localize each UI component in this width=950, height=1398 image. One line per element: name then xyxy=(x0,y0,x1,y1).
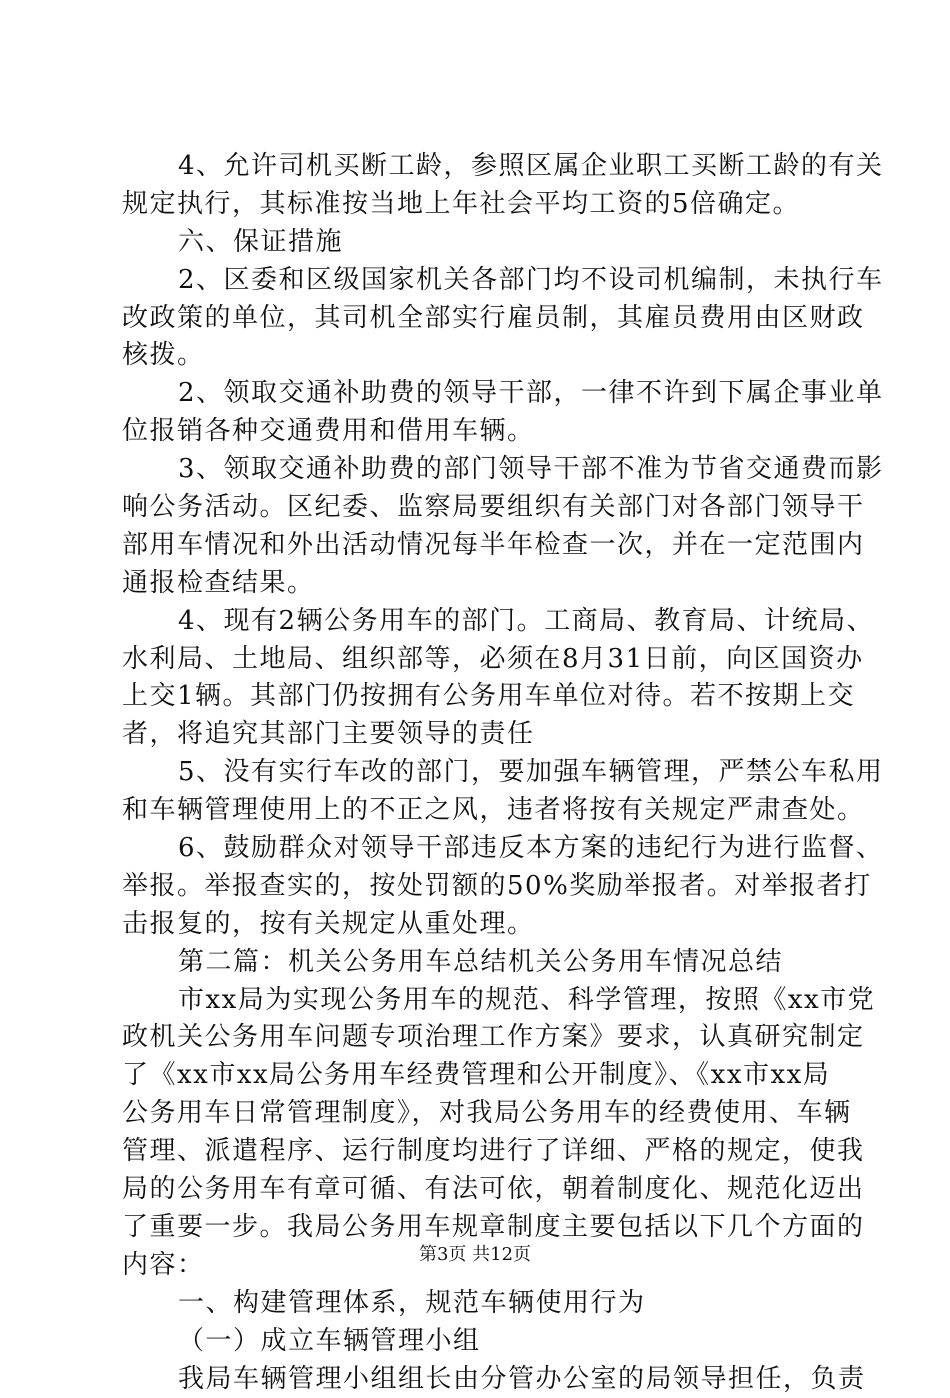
text-line: 5、没有实行车改的部门，要加强车辆管理，严禁公车私用 xyxy=(122,754,837,792)
text-line: 管理、派遣程序、运行制度均进行了详细、严格的规定，使我 xyxy=(122,1133,837,1171)
text-line: 和车辆管理使用上的不正之风，违者将按有关规定严肃查处。 xyxy=(122,792,837,830)
text-line: 公务用车日常管理制度》，对我局公务用车的经费使用、车辆 xyxy=(122,1095,837,1133)
text-line: 击报复的，按有关规定从重处理。 xyxy=(122,906,837,944)
text-line: 了重要一步。我局公务用车规章制度主要包括以下几个方面的 xyxy=(122,1209,837,1247)
text-line: 一、构建管理体系，规范车辆使用行为 xyxy=(122,1285,837,1323)
text-line: 局的公务用车有章可循、有法可依，朝着制度化、规范化迈出 xyxy=(122,1171,837,1209)
text-line: 4、现有2辆公务用车的部门。工商局、教育局、计统局、 xyxy=(122,603,837,641)
text-line: 3、领取交通补助费的部门领导干部不准为节省交通费而影 xyxy=(122,451,837,489)
text-line: 部用车情况和外出活动情况每半年检查一次，并在一定范围内 xyxy=(122,527,837,565)
document-body xyxy=(122,148,837,1398)
text-line: 了《xx市xx局公务用车经费管理和公开制度》、《xx市xx局 xyxy=(122,1057,837,1095)
text-line: 上交1辆。其部门仍按拥有公务用车单位对待。若不按期上交 xyxy=(122,678,837,716)
text-line: 内容： xyxy=(122,1247,837,1285)
text-line: 市xx局为实现公务用车的规范、科学管理，按照《xx市党 xyxy=(122,982,837,1020)
text-line: 改政策的单位，其司机全部实行雇员制，其雇员费用由区财政 xyxy=(122,300,837,338)
text-line: 响公务活动。区纪委、监察局要组织有关部门对各部门领导干 xyxy=(122,489,837,527)
page-number: 第3页 共12页 xyxy=(419,1244,531,1265)
text-line: 六、保证措施 xyxy=(122,224,837,262)
text-line: 我局车辆管理小组组长由分管办公室的局领导担任，负责 xyxy=(122,1361,837,1398)
text-line: 政机关公务用车问题专项治理工作方案》要求，认真研究制定 xyxy=(122,1019,837,1057)
text-line: （一）成立车辆管理小组 xyxy=(122,1323,837,1361)
text-line: 第二篇：机关公务用车总结机关公务用车情况总结 xyxy=(122,944,837,982)
text-line: 位报销各种交通费用和借用车辆。 xyxy=(122,413,837,451)
text-line: 核拨。 xyxy=(122,337,837,375)
text-line: 2、领取交通补助费的领导干部，一律不许到下属企事业单 xyxy=(122,375,837,413)
page-footer xyxy=(0,1240,950,1266)
text-line: 4、允许司机买断工龄，参照区属企业职工买断工龄的有关 xyxy=(122,148,837,186)
text-line: 者，将追究其部门主要领导的责任 xyxy=(122,716,837,754)
text-line: 举报。举报查实的，按处罚额的50%奖励举报者。对举报者打 xyxy=(122,868,837,906)
text-line: 水利局、土地局、组织部等，必须在8月31日前，向区国资办 xyxy=(122,641,837,679)
text-line: 6、鼓励群众对领导干部违反本方案的违纪行为进行监督、 xyxy=(122,830,837,868)
text-line: 通报检查结果。 xyxy=(122,565,837,603)
text-line: 规定执行，其标准按当地上年社会平均工资的5倍确定。 xyxy=(122,186,837,224)
text-line: 2、区委和区级国家机关各部门均不设司机编制，未执行车 xyxy=(122,262,837,300)
